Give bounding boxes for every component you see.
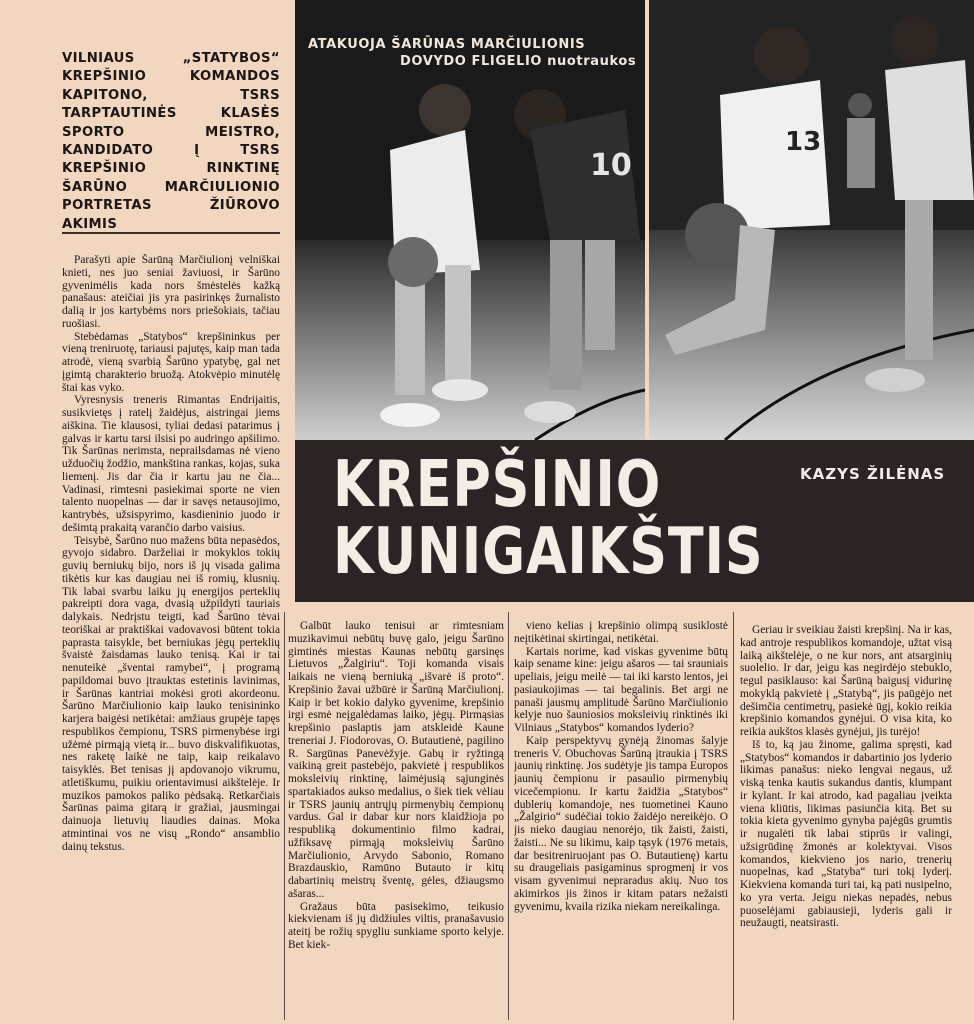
paragraph: Vyresnysis treneris Rimantas Endrijaitis, susikvietęs į ratelį žaidėjus, aistringai jiems aiškina. Tie klausosi, tyliai dedasi patarimus į galvas ir kartu tarsi ilsisi po audringo apšilimo. Tik Šarūnas nerimsta, neprailsdamas nė vieno užduočių žodžio, mankština rankas, kojas, suka liemenį. Jis dar čia ir kartu jau ne čia... Vadinasi, rimtesni pasiekimai sporte ne vien talento nuopelnas — dar ir savęs netausojimo, kantrybės, užsispyrimo, kasdieninio juodo ir dešimtą prakaitą varančio darbo vaisius. bbox=[62, 394, 280, 534]
title-line-2: KUNIGAIKŠTIS bbox=[333, 515, 764, 589]
jersey-number-10: 10 bbox=[590, 148, 632, 183]
paragraph: Iš to, ką jau žinome, galima spręsti, kad „Statybos“ komandos ir dabartinio jos lyderio likimas panašus: nieko lengvai negaus, už viską tenka kautis sukandus dantis, klumpant ir kylant. Ir kai atrodo, kad pagaliau įveikta viena kliūtis, likimas pasiunčia kitą. Bet su tokia kieta gyvenimo gynyba pajėgūs grumtis ir nugalėti tik labai stiprūs ir valingi, užsigrūdinę žmonės ar kolektyvai. Visos komandos, kiekvieno jos nario, trenerių nuopelnas, kad „Statyba“ turi tokį lyderį. Kiekviena komanda turi tai, ką pati nusipelno, ko yra verta. Jeigu niekas nepadės, nebus puoselėjami gabiausieji, lyderis gali ir neužaugti, neatsirasti. bbox=[740, 738, 952, 930]
paragraph: Geriau ir sveikiau žaisti krepšinį. Na ir kas, kad antroje respublikos komandoje, užtat visą laiką aikštelėje, o ne kur nors, ant atsarginių suolelio. Ir dar, jeigu kas negirdėjo stebuklo, tegul pasiklauso: kai Šarūną baigusį vidurinę mokyklą pakvietė į „Statybą“, jis paūgėjo net dešimčia centimetrų, pasiekė ūgį, kokio reikia krepšinio komandos gynėjui. O visa kita, ko reikia aukštos klasės gynėjui, jis turėjo! bbox=[740, 624, 952, 738]
intro-divider bbox=[62, 232, 280, 234]
article-title bbox=[333, 448, 764, 589]
caption-line-2: DOVYDO FLIGELIO nuotraukos bbox=[400, 54, 637, 69]
intro-heading: VILNIAUS „STATYBOS“ KREPŠINIO KOMANDOS KAPITONO, TSRS TARPTAUTINĖS KLASĖS SPORTO MEISTRO, KANDIDATO Į TSRS KREPŠINIO RINKTINĘ ŠARŪNO MARČIULIONIO PORTRETAS ŽIŪROVO AKIMIS bbox=[62, 51, 280, 232]
paragraph: Kartais norime, kad viskas gyvenime būtų kaip sename kine: jeigu ašaros — tai srauniais upeliais, jeigu meilė — tai iki karsto lentos, jei pasiaukojimas — tai begalinis. Bet argi ne panaši jausmų amplitudė Šarūno Marčiulionio kelyje nuo šauniosios moksleivių rinktinės iki Vilniaus „Statybos“ komandos lyderio? bbox=[514, 645, 728, 734]
paragraph: vieno kelias į krepšinio olimpą susiklostė neįtikėtinai skirtingai, netikėtai. bbox=[514, 620, 728, 645]
caption-line-1: ATAKUOJA ŠARŪNAS MARČIULIONIS bbox=[308, 37, 586, 52]
title-line-1: KREPŠINIO bbox=[333, 448, 662, 522]
paragraph: Stebėdamas „Statybos“ krepšininkus per vieną treniruotę, tariausi pajutęs, kaip man tada atrodė, vieną svarbią Šarūno ypatybę, gal net įgimtą charakterio bruožą. Atokvėpio minutėlę štai kas vyko. bbox=[62, 330, 280, 394]
author-name: KAZYS ŽILĖNAS bbox=[800, 465, 946, 483]
article-column-3 bbox=[514, 620, 728, 1020]
paragraph: Galbūt lauko tenisui ar rimtesniam muzikavimui nebūtų buvę galo, jeigu Šarūno gimtinės miestas Kaunas nebūtų garsinęs Lietuvos „Žalgiriu“. Toji komanda visais laikais ne vieną berniuką „išvarė iš proto“. Krepšinio žavai užbūrė ir Šarūną Marčiulionį. Kaip ir bet kokio dalyko gyvenime, krepšinio irgi esmė neįgalėdamas laiko, jėgų. Pirmąsias krepšinio paslaptis jam atskleidė Kaune treneriai J. Fiodorovas, O. Butautienė, pagilino R. Sargūnas Panevėžyje. Gabų ir ryžtingą vaikiną greit pastebėjo, pakvietė į respublikos moksleivių rinktinę, laimėjusią sąjunginės spartakiados aukso medalius, o šiek tiek vėliau ir TSRS jaunių antrųjų pirmenybių čempionų vardus. Gal ir dabar kur nors klaidžioja po respubliką dokumentinio filmo kadrai, užfiksavę pirmąją moksleivių Šarūno Marčiulionio, Arvydo Sabonio, Romano Brazdauskio, Ramūno Butauto ir kitų dabartinių meistrų šventę, gėles, džiaugsmo ašaras... bbox=[288, 620, 504, 900]
paragraph: Teisybė, Šarūno nuo mažens būta nepasėdos, gyvojo sidabro. Darželiai ir mokyklos tokių guvių berniukų bijo, nors iš jų visada galima tikėtis kur kas daugiau nei iš romių, klusnių. Tik labai svarbu laiku jų energijos perteklių pakreipti dora vaga, dvasią užpildyti tauriais dalykais. Nedrįstu teigti, kad Šarūno tėvai teoriškai ar praktiškai vadovavosi būtent tokia paprasta taisykle, bet berniukas jėgų perteklių švaistė žaisdamas lauko tenisą. Kai ir tai nenuteikė „šventai ramybei“, į programą papildomai buvo įtrauktas estetinis lavinimas, ir Šarūnas kantriai mokėsi groti akordeonu. Šarūno Marčiulionio kaip lauko tenisininko karjera baigėsi netikėtai: amžiaus grupėje tapęs respublikos čempionu, TSRS pirmenybėse irgi užėmė pirmąją vietą ir... buvo diskvalifikuotas, nes raketę laikė ne taip, kaip reikalavo taisyklės. Bet tenisas jį apdovanojo vikrumu, atletiškumu, puikiu orientavimusi aikštelėje. Ir muzikos pamokos paliko pėdsaką. Retkarčiais Šarūnas paima gitarą ir gražiai, jausmingai dainuoja lietuvių liaudies dainas. Moka atmintinai vos ne visų „Rondo“ ansamblio dainų tekstus. bbox=[62, 534, 280, 853]
article-column-1 bbox=[62, 254, 280, 1019]
photo-caption bbox=[308, 36, 636, 70]
article-column-4 bbox=[740, 624, 952, 1020]
paragraph: Parašyti apie Šarūną Marčiulionį velniškai knieti, nes juo seniai žaviuosi, ir Šarūno gyvenimėlis kada nors šmėstelės kažką panašaus: ateičiai jis yra pasirinkęs žurnalisto dalią ir jos kartybėms nors priešokiais, tačiau ruošiasi. bbox=[62, 254, 280, 330]
column-divider bbox=[733, 612, 734, 1020]
article-column-2 bbox=[288, 620, 504, 1020]
paragraph: Gražaus būta pasisekimo, teikusio kiekvienam iš jų didžiules viltis, pranašavusio ateitį be rožių spygliu sunkiame sporto kelyje. Bet kiek- bbox=[288, 900, 504, 951]
jersey-number-13: 13 bbox=[785, 127, 822, 157]
column-divider bbox=[284, 612, 285, 1020]
column-divider bbox=[508, 612, 509, 1020]
paragraph: Kaip perspektyvų gynėją žinomas šalyje treneris V. Obuchovas Šarūną įtraukia į TSRS jaunių rinktinę. Jos sudėtyje jis tampa Europos jaunių čempionu ir pasaulio pirmenybių vicečempionu. Ir kartu žaidžia „Statybos“ dublerių komandoje, nes tuometinei Kauno „Žalgirio“ sudėčiai tokio žaidėjo nereikėjo. O jis nieko daugiau nenorėjo, tik žaisti, žaisti, žaisti... Ne su likimu, kaip tąsyk (1976 metais, dar besitreniruojant pas O. Butautienę) kartu su draugeliais pasigaminus sprogmenį ir vos visam gyvenimui nepraradus akių. Nuo tos akimirkos jis žinos ir kitam patars nežaisti gyvenimu, kvaila rizika niekam nereikalinga. bbox=[514, 734, 728, 913]
